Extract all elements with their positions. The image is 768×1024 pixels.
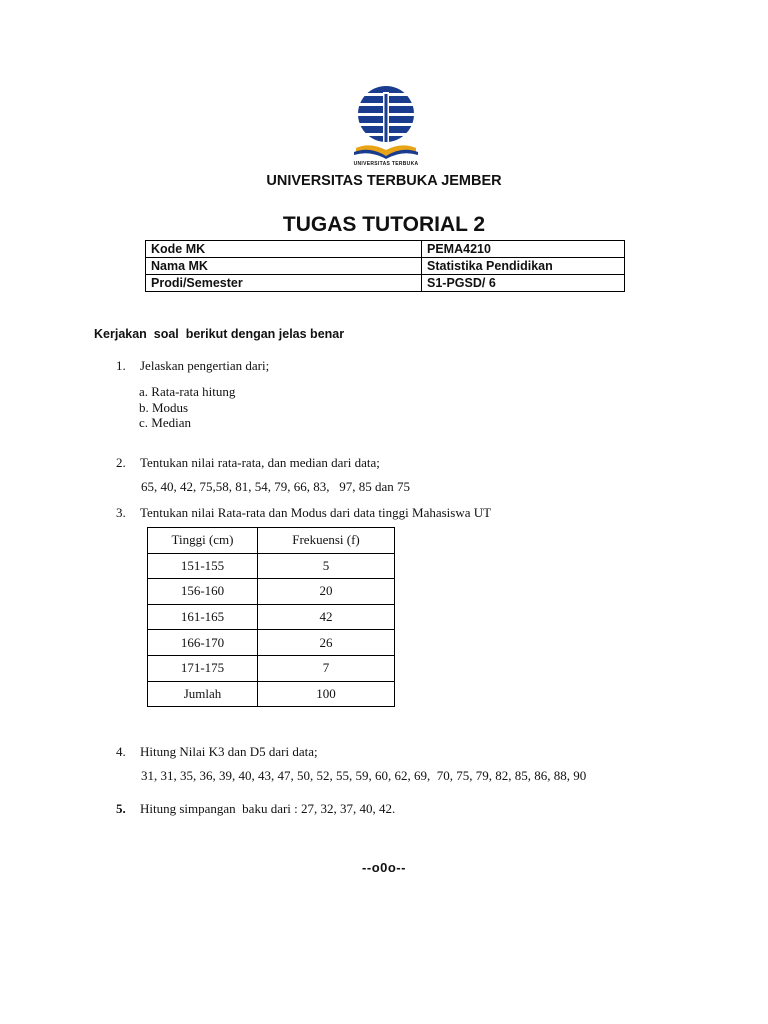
height-range: 171-175 — [148, 655, 258, 681]
info-value: PEMA4210 — [422, 241, 625, 258]
height-range: 156-160 — [148, 579, 258, 605]
column-header: Frekuensi (f) — [258, 528, 395, 554]
footer-mark: --o0o-- — [362, 860, 406, 875]
info-row — [146, 275, 625, 292]
frequency-value: 7 — [258, 655, 395, 681]
question-text: Tentukan nilai Rata-rata dan Modus dari data tinggi Mahasiswa UT — [140, 505, 492, 520]
table-row — [148, 579, 395, 605]
info-row — [146, 258, 625, 275]
height-range: 151-155 — [148, 553, 258, 579]
frequency-value: 26 — [258, 630, 395, 656]
question-text: Tentukan nilai rata-rata, dan median dari data; — [140, 455, 380, 470]
column-header: Tinggi (cm) — [148, 528, 258, 554]
table-row — [148, 553, 395, 579]
q2-data: 65, 40, 42, 75,58, 81, 54, 79, 66, 83, 97, 85 dan 75 — [141, 479, 411, 494]
table-row — [148, 655, 395, 681]
question-text: Hitung simpangan baku dari : 27, 32, 37, 40, 42. — [140, 801, 396, 816]
info-value: S1-PGSD/ 6 — [422, 275, 625, 292]
table-row — [148, 604, 395, 630]
q4-data: 31, 31, 35, 36, 39, 40, 43, 47, 50, 52, 55, 59, 60, 62, 69, 70, 75, 79, 82, 85, 86, 88, 90 — [141, 768, 587, 783]
q1-item-c: c. Median — [139, 415, 191, 430]
info-label: Kode MK — [146, 241, 422, 258]
frequency-table — [147, 527, 395, 707]
info-label: Prodi/Semester — [146, 275, 422, 292]
question-number: 1. — [116, 358, 126, 373]
height-range: 166-170 — [148, 630, 258, 656]
frequency-value: 20 — [258, 579, 395, 605]
question-number: 4. — [116, 744, 126, 759]
total-value: 100 — [258, 681, 395, 707]
height-range: 161-165 — [148, 604, 258, 630]
total-label: Jumlah — [148, 681, 258, 707]
info-row — [146, 241, 625, 258]
question-number: 5. — [116, 801, 126, 816]
course-info-table — [145, 240, 625, 292]
table-row — [148, 630, 395, 656]
info-label: Nama MK — [146, 258, 422, 275]
frequency-value: 5 — [258, 553, 395, 579]
document-title: TUGAS TUTORIAL 2 — [282, 213, 486, 236]
logo-caption: UNIVERSITAS TERBUKA — [353, 161, 419, 167]
question-number: 2. — [116, 455, 126, 470]
frequency-value: 42 — [258, 604, 395, 630]
question-text: Hitung Nilai K3 dan D5 dari data; — [140, 744, 318, 759]
question-number: 3. — [116, 505, 126, 520]
instruction: Kerjakan soal berikut dengan jelas benar — [94, 327, 345, 341]
university-name: UNIVERSITAS TERBUKA JEMBER — [266, 173, 502, 189]
table-header-row — [148, 528, 395, 554]
q1-item-b: b. Modus — [139, 400, 189, 415]
q1-item-a: a. Rata-rata hitung — [139, 384, 236, 399]
table-total-row — [148, 681, 395, 707]
universitas-terbuka-logo — [350, 86, 422, 170]
info-value: Statistika Pendidikan — [422, 258, 625, 275]
question-text: Jelaskan pengertian dari; — [140, 358, 270, 373]
